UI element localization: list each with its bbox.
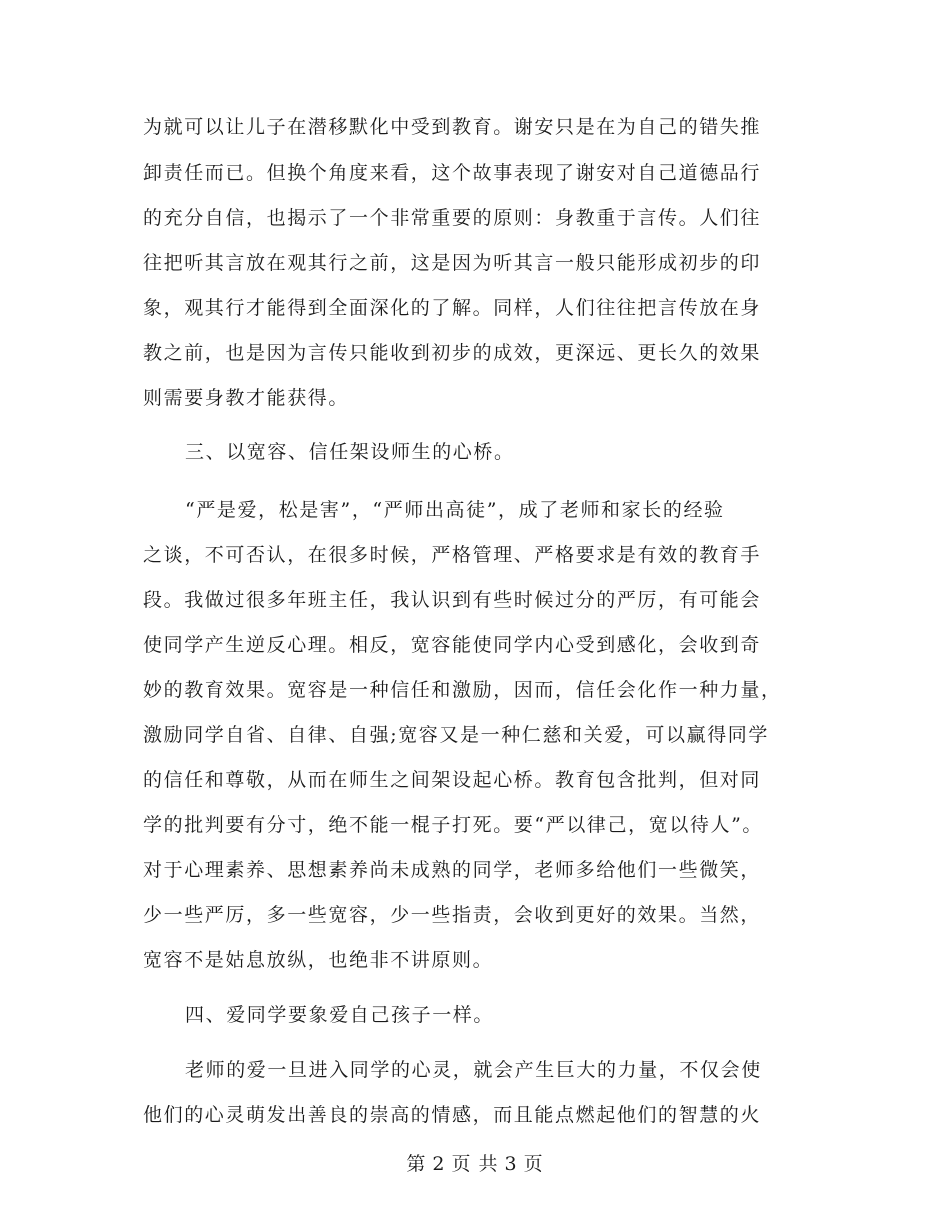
paragraph-line: 的充分自信，也揭示了一个非常重要的原则：身教重于言传。人们往 [143, 207, 762, 229]
paragraph-line: 老师的爱一旦进入同学的心灵，就会产生巨大的力量，不仅会使 [185, 1059, 762, 1081]
paragraph-line: 使同学产生逆反心理。相反，宽容能使同学内心受到感化，会收到奇 [143, 634, 762, 656]
paragraph-line: 的信任和尊敬，从而在师生之间架设起心桥。教育包含批判，但对同 [143, 769, 762, 791]
paragraph-line: 往把听其言放在观其行之前，这是因为听其言一般只能形成初步的印 [143, 252, 762, 274]
paragraph-line: 之谈，不可否认，在很多时候，严格管理、严格要求是有效的教育手 [143, 544, 762, 566]
paragraph-line: 学的批判要有分寸，绝不能一棍子打死。要“严以律己，宽以待人”。 [143, 814, 764, 836]
section-heading: 四、爱同学要象爱自己孩子一样。 [185, 1004, 495, 1026]
paragraph-line: 他们的心灵萌发出善良的崇高的情感，而且能点燃起他们的智慧的火 [143, 1104, 762, 1126]
paragraph-line: 妙的教育效果。宽容是一种信任和激励，因而，信任会化作一种力量， [143, 679, 782, 701]
paragraph-line: 卸责任而已。但换个角度来看，这个故事表现了谢安对自己道德品行 [143, 162, 762, 184]
paragraph-line: 则需要身教才能获得。 [143, 387, 350, 409]
paragraph-line: 象，观其行才能得到全面深化的了解。同样，人们往往把言传放在身 [143, 297, 762, 319]
paragraph-line: 教之前，也是因为言传只能收到初步的成效，更深远、更长久的效果 [143, 342, 762, 364]
footer-total-pages: 3 [504, 1153, 518, 1175]
paragraph-line: 对于心理素养、思想素养尚未成熟的同学，老师多给他们一些微笑， [143, 859, 762, 881]
footer-suffix: 页 [523, 1153, 544, 1175]
paragraph-line: 段。我做过很多年班主任，我认识到有些时候过分的严厉，有可能会 [143, 589, 762, 611]
paragraph-line: 为就可以让儿子在潜移默化中受到教育。谢安只是在为自己的错失推 [143, 116, 762, 138]
paragraph-line: 宽容不是姑息放纵，也绝非不讲原则。 [143, 949, 494, 971]
page-footer [0, 1152, 950, 1176]
footer-middle: 页 共 [451, 1153, 499, 1175]
section-heading: 三、以宽容、信任架设师生的心桥。 [185, 441, 515, 463]
paragraph-line: 激励同学自省、自律、自强;宽容又是一种仁慈和关爱，可以赢得同学 [143, 724, 770, 746]
footer-page-number: 2 [432, 1153, 446, 1175]
paragraph-line: 少一些严厉，多一些宽容，少一些指责，会收到更好的效果。当然， [143, 904, 762, 926]
footer-prefix: 第 [406, 1153, 427, 1175]
paragraph-line: “严是爱，松是害”，“严师出高徒”，成了老师和家长的经验 [185, 499, 725, 521]
